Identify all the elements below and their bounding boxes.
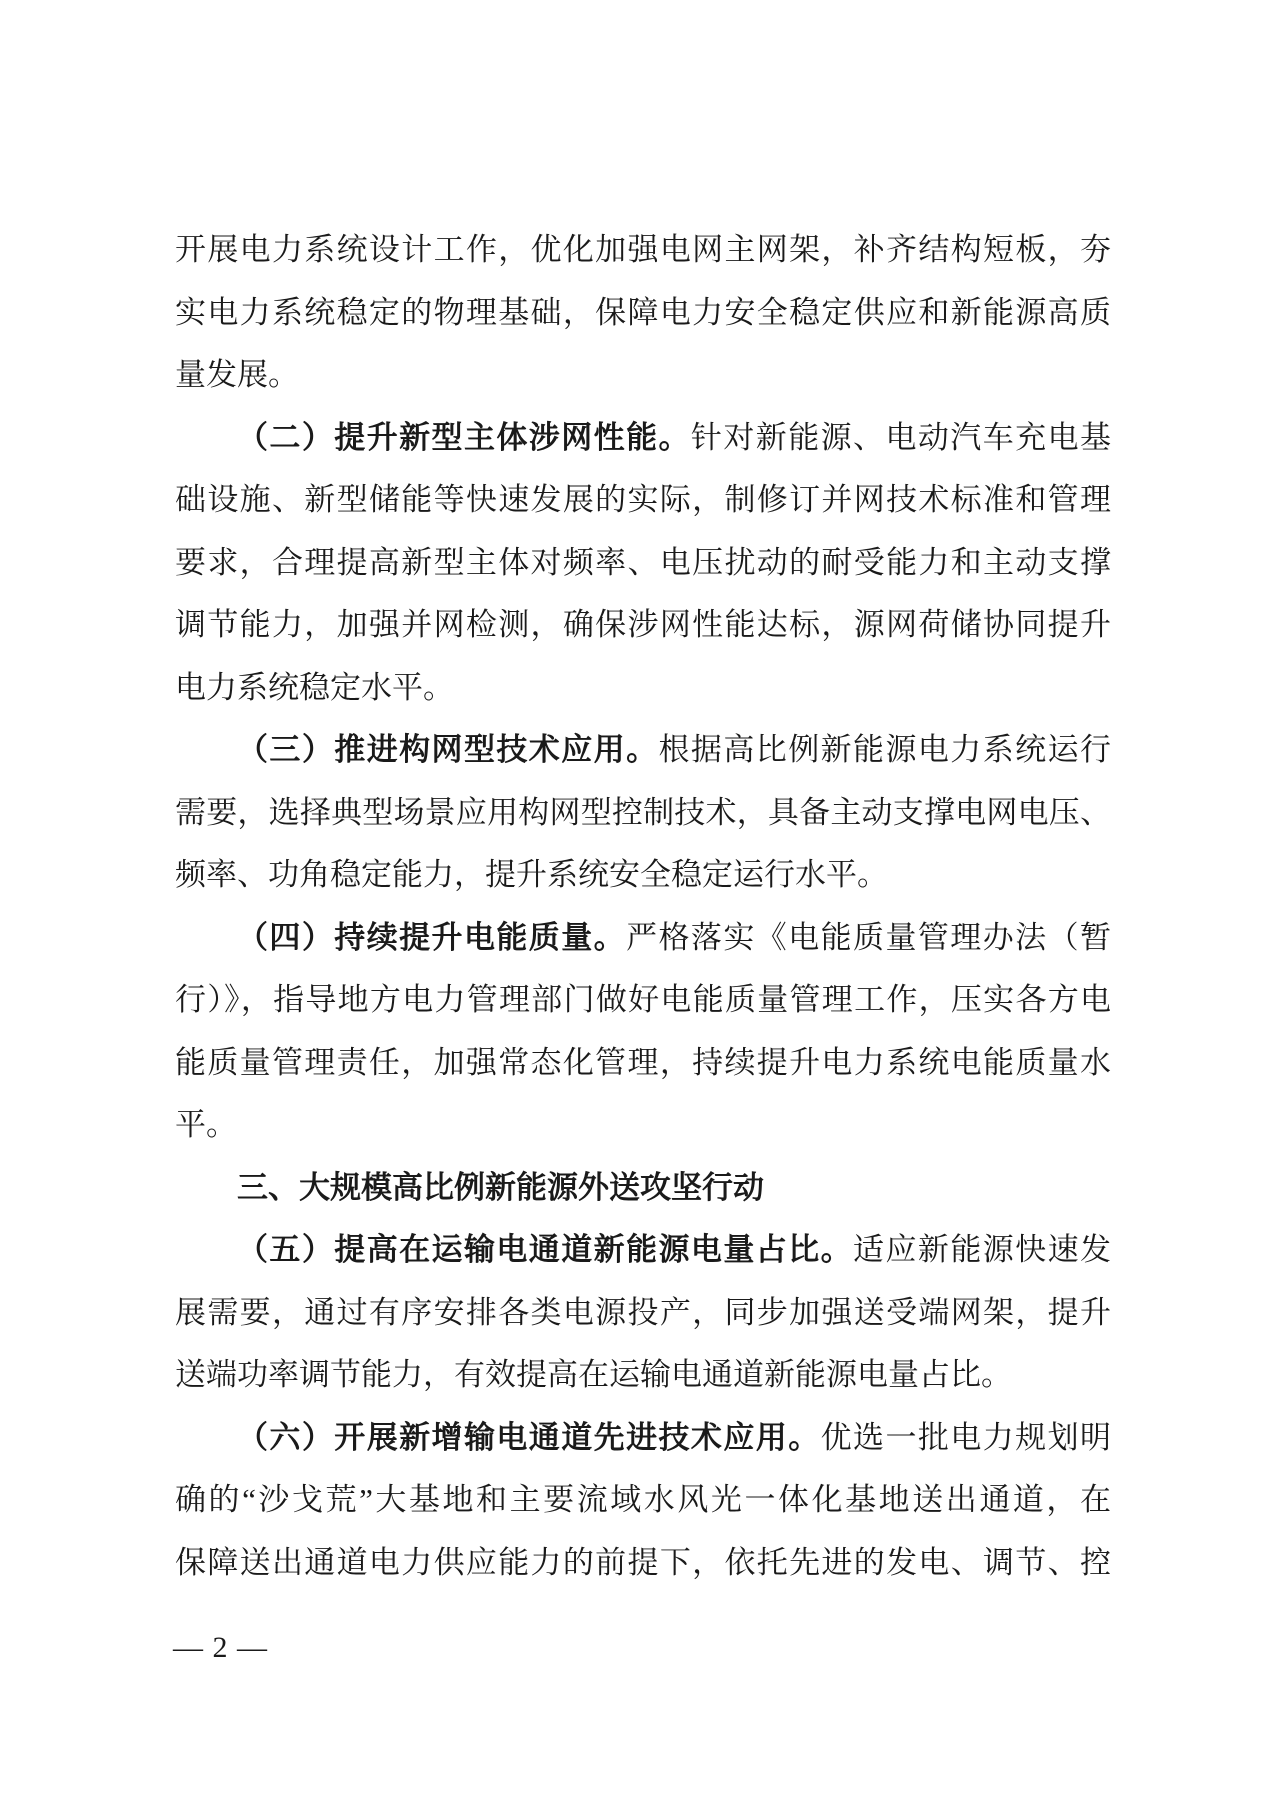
body-text-line <box>175 782 1111 845</box>
page-number: — 2 — <box>173 1631 268 1664</box>
paragraph-lead: （五）提高在运输电通道新能源电量占比。 <box>237 1232 854 1267</box>
line-text: 严格落实《电能质量管理办法（暂 <box>626 919 1111 955</box>
line-text: 要求，合理提高新型主体对频率、电压扰动的耐受能力和主动支撑 <box>175 544 1111 580</box>
body-text-line <box>175 282 1111 345</box>
line-text: 频率、功角稳定能力，提升系统安全稳定运行水平。 <box>175 857 888 892</box>
paragraph-lead: （二）提升新型主体涉网性能。 <box>237 419 691 455</box>
paragraph-lead: （六）开展新增输电通道先进技术应用。 <box>237 1419 821 1455</box>
line-text: 平。 <box>175 1107 237 1142</box>
line-text: 行）》，指导地方电力管理部门做好电能质量管理工作，压实各方电 <box>175 982 1111 1017</box>
body-text-line <box>175 969 1111 1032</box>
body-text-line <box>175 719 1111 782</box>
body-text-line <box>175 844 1111 907</box>
paragraph-lead: （三）推进构网型技术应用。 <box>237 732 659 767</box>
paragraph-lead: （四）持续提升电能质量。 <box>237 919 627 955</box>
body-text-line <box>175 1532 1111 1595</box>
section-heading-text: 三、大规模高比例新能源外送攻坚行动 <box>237 1169 764 1205</box>
line-text: 量发展。 <box>175 357 299 392</box>
body-text-line <box>175 407 1111 470</box>
line-text: 适应新能源快速发 <box>853 1232 1112 1267</box>
body-text-line <box>175 1219 1111 1282</box>
line-text: 电力系统稳定水平。 <box>175 669 454 705</box>
body-text-line <box>175 594 1111 657</box>
body-text-line <box>175 344 1111 407</box>
body-text-line <box>175 657 1111 720</box>
line-text: 调节能力，加强并网检测，确保涉网性能达标，源网荷储协同提升 <box>175 607 1111 642</box>
line-text: 开展电力系统设计工作，优化加强电网主网架，补齐结构短板，夯 <box>175 232 1111 267</box>
body-text-line <box>175 907 1111 970</box>
body-text-line <box>175 1282 1111 1345</box>
line-text: 展需要，通过有序安排各类电源投产，同步加强送受端网架，提升 <box>175 1294 1111 1330</box>
line-text: 针对新能源、电动汽车充电基 <box>690 419 1111 455</box>
section-heading <box>175 1157 1111 1220</box>
line-text: 送端功率调节能力，有效提高在运输电通道新能源电量占比。 <box>175 1357 1012 1392</box>
body-text-line <box>175 1344 1111 1407</box>
line-text: 保障送出通道电力供应能力的前提下，依托先进的发电、调节、控 <box>175 1544 1111 1580</box>
body-text-line <box>175 1032 1111 1095</box>
body-text-line <box>175 1469 1111 1532</box>
body-text-line <box>175 219 1111 282</box>
document-page-body <box>175 219 1111 1594</box>
line-text: 需要，选择典型场景应用构网型控制技术，具备主动支撑电网电压、 <box>175 794 1111 830</box>
line-text: 优选一批电力规划明 <box>820 1419 1112 1455</box>
line-text: 确的“沙戈荒”大基地和主要流域水风光一体化基地送出通道，在 <box>175 1482 1111 1517</box>
line-text: 根据高比例新能源电力系统运行 <box>658 732 1111 767</box>
body-text-line <box>175 532 1111 595</box>
line-text: 实电力系统稳定的物理基础，保障电力安全稳定供应和新能源高质 <box>175 294 1111 330</box>
line-text: 础设施、新型储能等快速发展的实际，制修订并网技术标准和管理 <box>175 482 1111 517</box>
body-text-line <box>175 469 1111 532</box>
body-text-line <box>175 1094 1111 1157</box>
body-text-line <box>175 1407 1111 1470</box>
line-text: 能质量管理责任，加强常态化管理，持续提升电力系统电能质量水 <box>175 1044 1111 1080</box>
